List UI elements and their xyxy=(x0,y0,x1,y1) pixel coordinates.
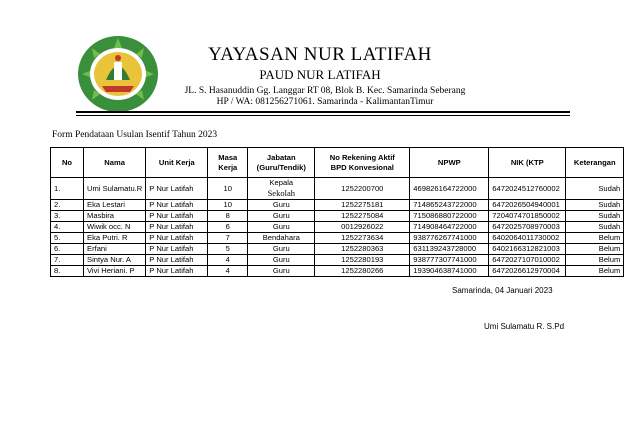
cell-jabatan: Guru xyxy=(248,244,315,255)
cell-npwp: 193904638741000 xyxy=(410,266,489,277)
header-divider-thick xyxy=(76,111,570,113)
cell-unit: P Nur Latifah xyxy=(146,255,208,266)
cell-nik: 6472025708970003 xyxy=(489,222,566,233)
cell-unit: P Nur Latifah xyxy=(146,178,208,200)
cell-rekening: 1252280266 xyxy=(315,266,410,277)
signatory-name: Umi Sulamatu R. S.Pd xyxy=(484,322,565,331)
col-header-npwp: NPWP xyxy=(410,148,489,178)
cell-nik: 6472024512760002 xyxy=(489,178,566,200)
cell-masa: 8 xyxy=(208,211,248,222)
incentive-table xyxy=(50,147,624,277)
cell-nik: 6472027107010002 xyxy=(489,255,566,266)
cell-npwp: 938776267741000 xyxy=(410,233,489,244)
table-row xyxy=(51,255,624,266)
cell-keterangan: Sudah xyxy=(566,200,624,211)
col-header-rekening-line1: No Rekening Aktif xyxy=(329,152,395,162)
cell-nama: Masbira xyxy=(84,211,146,222)
col-header-jabatan xyxy=(248,148,315,178)
col-header-jabatan-line1: Jabatan xyxy=(266,152,296,162)
cell-keterangan: Belum xyxy=(566,233,624,244)
cell-no: 6. xyxy=(51,244,84,255)
cell-masa: 10 xyxy=(208,178,248,200)
school-name: PAUD NUR LATIFAH xyxy=(259,67,381,82)
cell-jabatan-line1: Kepala xyxy=(269,178,294,187)
cell-rekening: 1252280363 xyxy=(315,244,410,255)
cell-jabatan-line2: Sekolah xyxy=(267,188,295,198)
cell-no: 2. xyxy=(51,200,84,211)
table-row xyxy=(51,178,624,200)
table-row xyxy=(51,211,624,222)
form-title: Form Pendataan Usulan Isentif Tahun 2023 xyxy=(52,130,218,140)
cell-keterangan: Sudah xyxy=(566,211,624,222)
cell-jabatan: Guru xyxy=(248,211,315,222)
cell-npwp: 631139243728000 xyxy=(410,244,489,255)
col-header-keterangan: Keterangan xyxy=(566,148,624,178)
cell-no: 7. xyxy=(51,255,84,266)
cell-npwp: 714865243722000 xyxy=(410,200,489,211)
cell-no: 1. xyxy=(51,178,84,200)
cell-nik: 6402166312821003 xyxy=(489,244,566,255)
cell-keterangan: Belum xyxy=(566,255,624,266)
cell-rekening: 1252275181 xyxy=(315,200,410,211)
table-row xyxy=(51,222,624,233)
cell-nama: Eka Putri. R xyxy=(84,233,146,244)
table-header-row xyxy=(51,148,624,178)
cell-jabatan xyxy=(248,178,315,200)
col-header-rekening-line2: BPD Konvesional xyxy=(330,162,394,172)
cell-jabatan: Guru xyxy=(248,222,315,233)
cell-unit: P Nur Latifah xyxy=(146,266,208,277)
cell-masa: 5 xyxy=(208,244,248,255)
cell-nik: 6402064011730002 xyxy=(489,233,566,244)
header-divider-thin xyxy=(76,115,570,116)
cell-nik: 6472026612970004 xyxy=(489,266,566,277)
col-header-masa xyxy=(208,148,248,178)
cell-keterangan: Sudah xyxy=(566,178,624,200)
col-header-masa-line1: Masa xyxy=(218,152,238,162)
contact-line: HP / WA: 081256271061. Samarinda - KalimantanTimur xyxy=(216,97,434,107)
cell-unit: P Nur Latifah xyxy=(146,200,208,211)
foundation-name: YAYASAN NUR LATIFAH xyxy=(208,44,432,65)
cell-unit: P Nur Latifah xyxy=(146,244,208,255)
cell-nama: Umi Sulamatu.R xyxy=(84,178,146,200)
cell-no: 5. xyxy=(51,233,84,244)
cell-jabatan: Bendahara xyxy=(248,233,315,244)
cell-rekening: 1252280193 xyxy=(315,255,410,266)
cell-rekening: 1252273634 xyxy=(315,233,410,244)
cell-keterangan: Belum xyxy=(566,244,624,255)
cell-npwp: 715086880722000 xyxy=(410,211,489,222)
cell-unit: P Nur Latifah xyxy=(146,222,208,233)
cell-masa: 6 xyxy=(208,222,248,233)
cell-npwp: 469826164722000 xyxy=(410,178,489,200)
cell-nama: Sintya Nur. A xyxy=(84,255,146,266)
foundation-logo xyxy=(76,34,160,114)
cell-rekening: 0012926022 xyxy=(315,222,410,233)
cell-nama: Vivi Heriani. P xyxy=(84,266,146,277)
cell-nama: Wiwik occ. N xyxy=(84,222,146,233)
cell-nama: Eka Lestari xyxy=(84,200,146,211)
cell-nik: 7204074701850002 xyxy=(489,211,566,222)
cell-no: 3. xyxy=(51,211,84,222)
table-row xyxy=(51,266,624,277)
cell-jabatan: Guru xyxy=(248,266,315,277)
table-row xyxy=(51,233,624,244)
cell-masa: 7 xyxy=(208,233,248,244)
col-header-nama: Nama xyxy=(84,148,146,178)
cell-unit: P Nur Latifah xyxy=(146,233,208,244)
cell-jabatan: Guru xyxy=(248,200,315,211)
col-header-nik: NIK (KTP xyxy=(489,148,566,178)
signature-date: Samarinda, 04 Januari 2023 xyxy=(452,286,553,295)
col-header-rekening xyxy=(315,148,410,178)
cell-nama: Erfani xyxy=(84,244,146,255)
cell-npwp: 938777307741000 xyxy=(410,255,489,266)
cell-masa: 10 xyxy=(208,200,248,211)
cell-keterangan: Belum xyxy=(566,266,624,277)
cell-masa: 4 xyxy=(208,266,248,277)
address-line: JL. S. Hasanuddin Gg. Langgar RT 08, Blok B. Kec. Samarinda Seberang xyxy=(184,86,466,96)
cell-npwp: 714908464722000 xyxy=(410,222,489,233)
table-row xyxy=(51,200,624,211)
cell-rekening: 1252275084 xyxy=(315,211,410,222)
cell-unit: P Nur Latifah xyxy=(146,211,208,222)
cell-no: 4. xyxy=(51,222,84,233)
col-header-no: No xyxy=(51,148,84,178)
col-header-unit: Unit Kerja xyxy=(146,148,208,178)
cell-jabatan: Guru xyxy=(248,255,315,266)
cell-rekening: 1252200700 xyxy=(315,178,410,200)
cell-masa: 4 xyxy=(208,255,248,266)
col-header-jabatan-line2: (Guru/Tendik) xyxy=(256,162,306,172)
cell-nik: 6472026504940001 xyxy=(489,200,566,211)
table-row xyxy=(51,244,624,255)
cell-keterangan: Sudah xyxy=(566,222,624,233)
cell-no: 8. xyxy=(51,266,84,277)
col-header-masa-line2: Kerja xyxy=(218,162,238,172)
